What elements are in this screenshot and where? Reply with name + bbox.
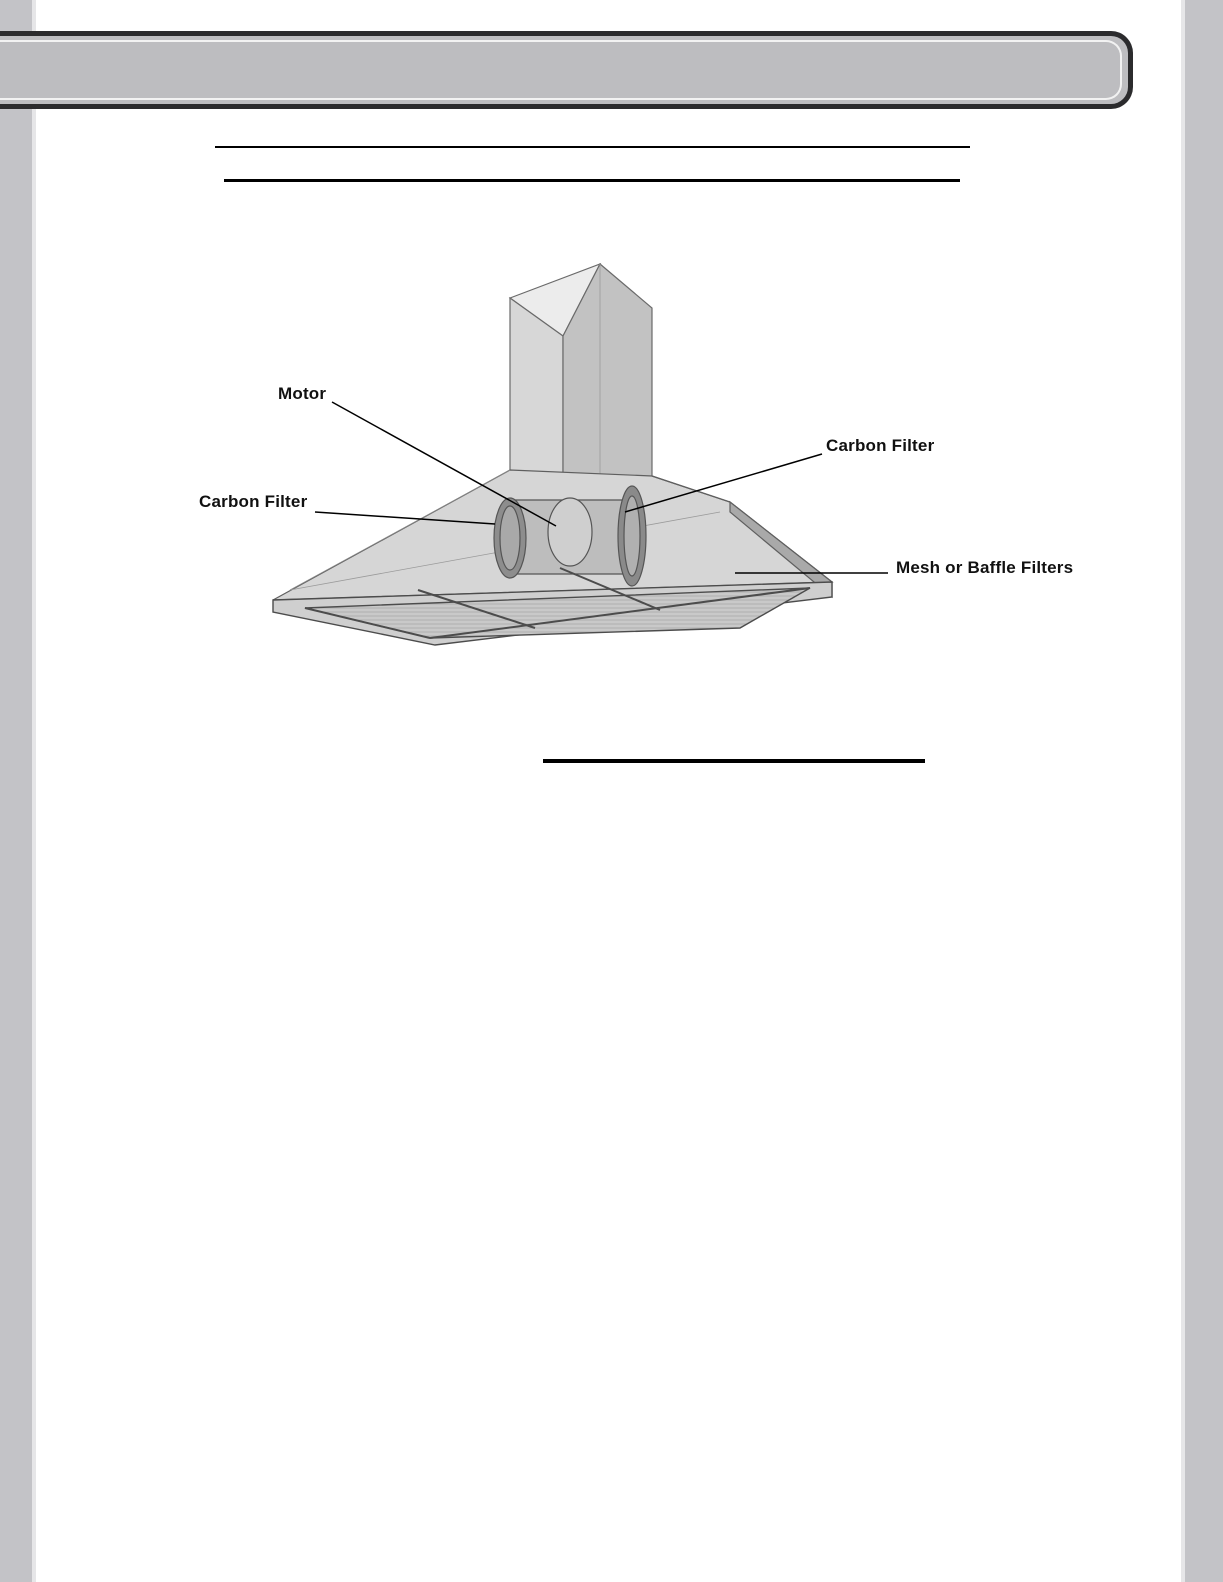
blower-housing [494,486,646,586]
carbon-filter-right-label: Carbon Filter [826,436,935,455]
range-hood-diagram [160,250,1100,690]
heading-rule-1 [215,146,970,148]
mesh-filters-label: Mesh or Baffle Filters [896,558,1074,577]
motor-label: Motor [278,384,327,403]
left-page-border [0,0,32,1582]
section-header-banner [0,31,1133,109]
carbon-filter-left-label: Carbon Filter [199,492,308,511]
right-page-border [1185,0,1223,1582]
chimney [510,264,652,485]
subheading-rule [543,759,925,763]
range-hood-illustration [160,250,1100,690]
heading-rule-2 [224,179,960,182]
